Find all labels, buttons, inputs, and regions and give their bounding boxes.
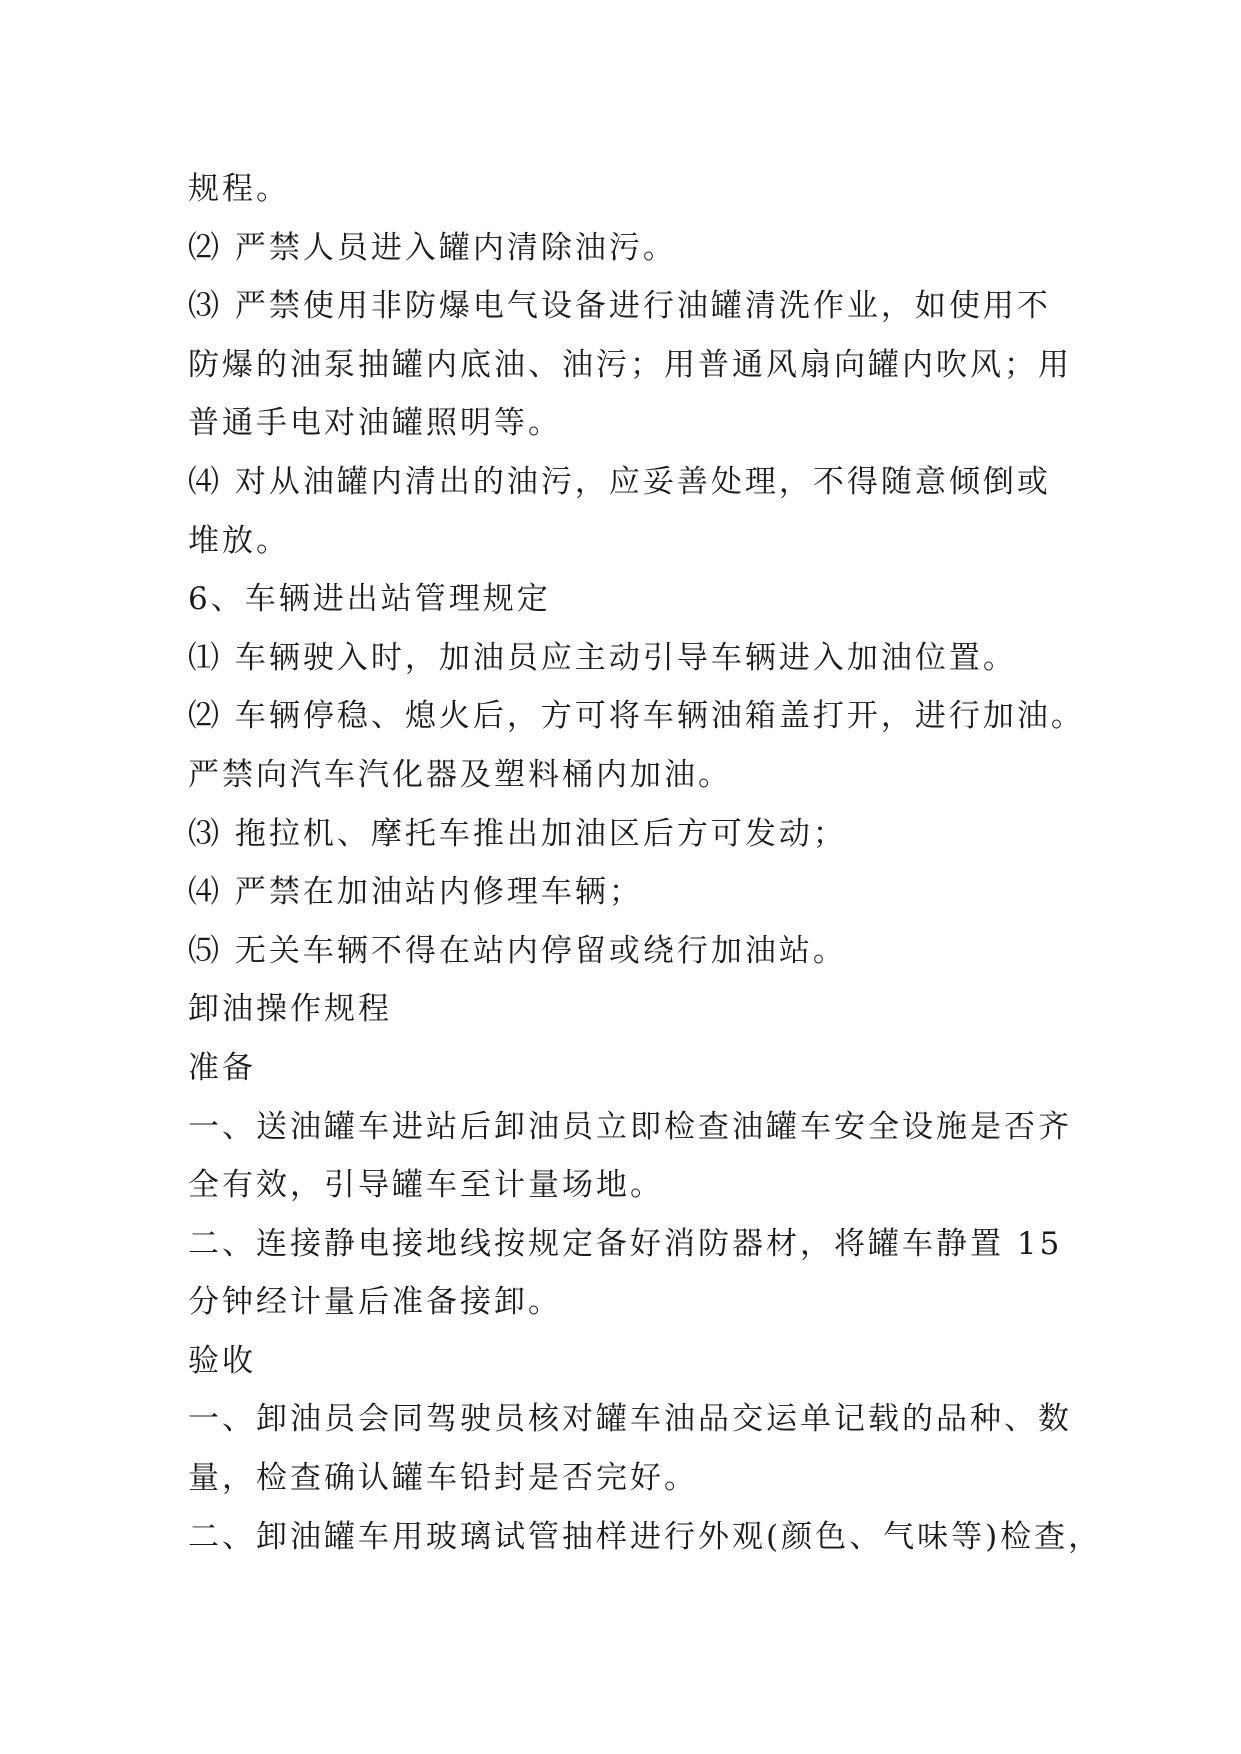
subsection-heading: 验收 xyxy=(188,1342,256,1379)
document-body xyxy=(188,160,1128,1566)
text-line: ⑶ 拖拉机、摩托车推出加油区后方可发动； xyxy=(188,815,847,852)
text-line: ⑸ 无关车辆不得在站内停留或绕行加油站。 xyxy=(188,932,847,969)
text-line: ⑷ 对从油罐内清出的油污，应妥善处理，不得随意倾倒或 xyxy=(188,463,1051,500)
text-line: 分钟经计量后准备接卸。 xyxy=(188,1284,562,1321)
text-line: ⑵ 严禁人员进入罐内清除油污。 xyxy=(188,229,677,266)
text-line: 规程。 xyxy=(188,171,290,207)
text-line: 普通手电对油罐照明等。 xyxy=(188,405,562,442)
text-line: 二、连接静电接地线按规定备好消防器材，将罐车静置 15 xyxy=(188,1225,1063,1262)
subsection-heading: 准备 xyxy=(188,1049,256,1086)
text-line: 严禁向汽车汽化器及塑料桶内加油。 xyxy=(188,756,732,793)
text-line: 一、送油罐车进站后卸油员立即检查油罐车安全设施是否齐 xyxy=(188,1108,1072,1145)
section-heading: 卸油操作规程 xyxy=(188,991,392,1028)
text-line: 二、卸油罐车用玻璃试管抽样进行外观(颜色、气味等)检查， xyxy=(188,1518,1103,1555)
text-line: ⑶ 严禁使用非防爆电气设备进行油罐清洗作业，如使用不 xyxy=(188,288,1051,325)
text-line: 一、卸油员会同驾驶员核对罐车油品交运单记载的品种、数 xyxy=(188,1401,1072,1438)
text-line: 堆放。 xyxy=(188,522,290,559)
section-heading: 6、车辆进出站管理规定 xyxy=(188,581,551,618)
text-line: 全有效，引导罐车至计量场地。 xyxy=(188,1167,664,1204)
text-line: ⑷ 严禁在加油站内修理车辆； xyxy=(188,874,643,911)
text-line: 量，检查确认罐车铅封是否完好。 xyxy=(188,1460,698,1497)
text-line: ⑴ 车辆驶入时，加油员应主动引导车辆进入加油位置。 xyxy=(188,639,1017,676)
text-line: 防爆的油泵抽罐内底油、油污；用普通风扇向罐内吹风；用 xyxy=(188,346,1072,383)
text-line: ⑵ 车辆停稳、熄火后，方可将车辆油箱盖打开，进行加油。 xyxy=(188,698,1085,735)
